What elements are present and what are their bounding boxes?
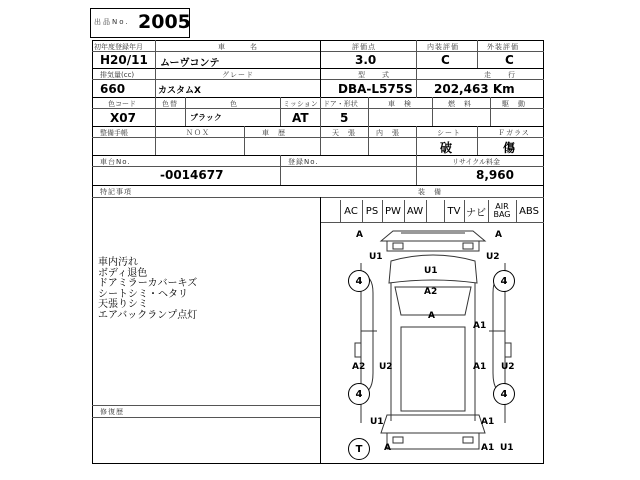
equip-blank [426, 200, 445, 222]
nox-label: ＮＯＸ [186, 129, 210, 137]
condition-mark: A1 [481, 443, 495, 453]
condition-mark: A1 [473, 321, 487, 331]
score-label: 評価点 [352, 43, 376, 51]
equip-pw: PW [382, 200, 405, 222]
condition-mark: U2 [486, 252, 500, 262]
condition-mark: U1 [424, 266, 438, 276]
equip-abs: ABS [519, 205, 539, 217]
drive-label: 駆 動 [502, 100, 526, 108]
cc-label: 排気量(cc) [100, 71, 135, 79]
repair-label: 修復歴 [100, 408, 124, 416]
model-label: 型 式 [358, 71, 390, 79]
glass-label: Ｆガラス [498, 129, 530, 137]
equip-ac: AC [340, 200, 363, 222]
cc-value: 660 [100, 82, 126, 96]
grade-value: カスタムX [158, 86, 201, 96]
rear-view [381, 415, 485, 449]
color-code-label: 色コード [108, 100, 136, 108]
equipment-label: 装 備 [418, 188, 442, 196]
mileage-label: 走 行 [484, 71, 516, 79]
glass-value: 傷 [503, 141, 516, 155]
seat-value: 破 [440, 141, 453, 155]
condition-mark: U1 [500, 443, 514, 453]
equip-airbag: AIR BAG [488, 200, 517, 222]
wheel-marker: 4 [493, 383, 515, 405]
front-view [381, 231, 485, 251]
inspection-label: 車 検 [388, 100, 412, 108]
color-change-label: 色替 [162, 100, 178, 108]
mission-label: ミッション [283, 100, 318, 108]
car-name-label: 車 名 [218, 43, 258, 51]
remark-line: エアバックランプ点灯 [98, 309, 198, 321]
model-value: DBA-L575S [338, 82, 413, 96]
recycle-value: 8,960 [476, 168, 514, 182]
equip-tv: TV [444, 200, 465, 222]
recycle-label: リサイクル料金 [452, 158, 501, 166]
color-code-value: X07 [110, 111, 136, 125]
doors-value: 5 [340, 111, 349, 125]
lot-label: 出品No. [94, 18, 130, 26]
fuel-label: 燃 料 [448, 100, 472, 108]
condition-mark: U1 [369, 252, 383, 262]
condition-mark: A1 [481, 417, 495, 427]
seat-label: シート [437, 129, 461, 137]
condition-mark: U1 [370, 417, 384, 427]
remark-line: シートシミ・ヘタリ [98, 288, 188, 300]
year-label: 初年度登録年月 [94, 43, 143, 51]
remark-line: ドアミラーカバーキズ [98, 278, 198, 289]
mission-value: AT [292, 111, 309, 125]
condition-mark: U2 [379, 362, 393, 372]
first-registration-value: H20/11 [100, 53, 148, 67]
condition-mark: U2 [501, 362, 515, 372]
wheel-marker: 4 [348, 383, 370, 405]
lot-number: 2005 [138, 11, 191, 33]
doors-label: ドア・形状 [323, 100, 358, 108]
top-view [389, 255, 477, 421]
color-label: 色 [230, 100, 238, 108]
equip-ps: PS [362, 200, 383, 222]
interior-label: 内装評価 [427, 43, 459, 51]
condition-mark: A [428, 311, 435, 321]
condition-mark: A1 [473, 362, 487, 372]
mileage-value: 202,463 Km [434, 82, 515, 96]
equip-aw: AW [404, 200, 427, 222]
wheel-marker: 4 [348, 270, 370, 292]
chassis-value: -0014677 [160, 168, 224, 182]
condition-mark: A [495, 230, 502, 240]
chassis-label: 車台No. [100, 158, 131, 166]
condition-mark: A [384, 443, 391, 453]
ceiling-label: 天 張 [332, 129, 356, 137]
manual-label: 整備手帳 [100, 129, 128, 137]
remark-line: 天張りシミ [98, 299, 148, 310]
condition-mark: A2 [352, 362, 366, 372]
wheel-marker: 4 [493, 270, 515, 292]
condition-mark: A [356, 230, 363, 240]
registration-label: 登録No. [288, 158, 319, 166]
remarks-label: 特記事項 [100, 188, 132, 196]
history-label: 車 歴 [262, 129, 286, 137]
exterior-label: 外装評価 [487, 43, 519, 51]
remarks-list [98, 258, 197, 321]
interior-value: C [441, 53, 450, 67]
condition-mark: A2 [424, 287, 438, 297]
score-value: 3.0 [355, 53, 377, 67]
color-value: ブラック [190, 113, 222, 122]
equip-navi: ナビ [464, 200, 489, 222]
remark-line: 車内汚れ [98, 257, 138, 268]
remark-line: ボディ退色 [98, 267, 148, 279]
interior-trim-label: 内 張 [376, 129, 400, 137]
grade-label: グレード [222, 71, 254, 79]
tag-circle: T [348, 438, 370, 460]
exterior-value: C [505, 53, 514, 67]
car-diagram [321, 223, 543, 463]
car-name-value: ムーヴコンテ [160, 58, 220, 69]
